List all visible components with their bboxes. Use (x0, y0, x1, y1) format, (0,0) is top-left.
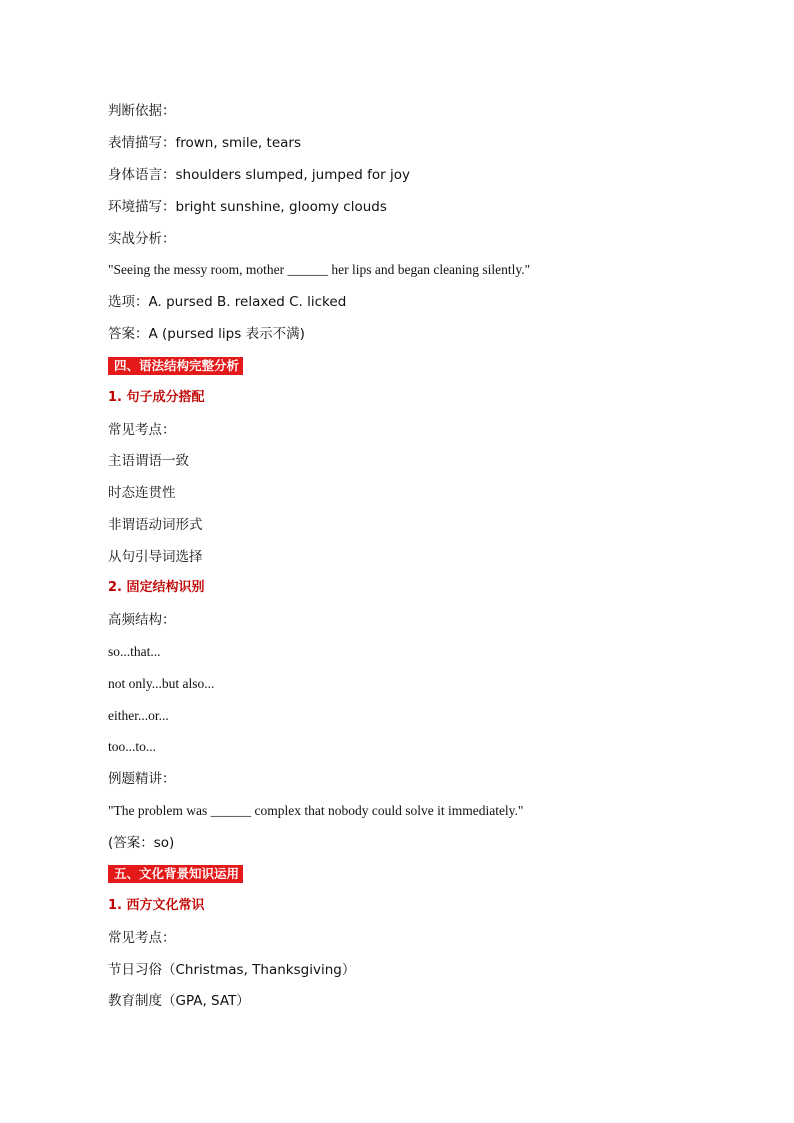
list-item: so...that... (108, 644, 161, 659)
common-points-label: 常见考点： (108, 422, 176, 438)
list-item: 从句引导词选择 (108, 549, 203, 565)
body-language-line: 身体语言：shoulders slumped, jumped for joy (108, 167, 410, 183)
list-item: not only...but also... (108, 676, 215, 691)
example-answer: (答案：so) (108, 835, 175, 851)
list-item: 时态连贯性 (108, 485, 176, 501)
list-item: 教育制度（GPA, SAT） (108, 993, 250, 1009)
example-sentence: "The problem was ______ complex that nobody could solve it immediately." (108, 803, 524, 818)
section-4-banner: 四、语法结构完整分析 (108, 357, 243, 375)
practice-title: 实战分析： (108, 231, 176, 247)
list-item: 节日习俗（Christmas, Thanksgiving） (108, 962, 356, 978)
frequent-structures-label: 高频结构： (108, 612, 176, 628)
expression-line: 表情描写：frown, smile, tears (108, 135, 301, 151)
list-item: too...to... (108, 739, 157, 754)
section-4-subheading-1: 1. 句子成分搭配 (108, 390, 205, 405)
options-line: 选项：A. pursed B. relaxed C. licked (108, 294, 347, 310)
common-points-label: 常见考点： (108, 930, 176, 946)
list-item: 主语谓语一致 (108, 453, 189, 469)
list-item: 非谓语动词形式 (108, 517, 203, 533)
basis-title: 判断依据： (108, 103, 176, 119)
list-item: either...or... (108, 708, 169, 723)
practice-sentence: "Seeing the messy room, mother ______ her lips and began cleaning silently." (108, 262, 531, 277)
section-4-subheading-2: 2. 固定结构识别 (108, 580, 205, 595)
environment-line: 环境描写：bright sunshine, gloomy clouds (108, 199, 387, 215)
answer-line: 答案：A (pursed lips 表示不满) (108, 326, 305, 342)
section-5-subheading-1: 1. 西方文化常识 (108, 898, 205, 913)
example-label: 例题精讲： (108, 771, 176, 787)
section-5-banner: 五、文化背景知识运用 (108, 865, 243, 883)
